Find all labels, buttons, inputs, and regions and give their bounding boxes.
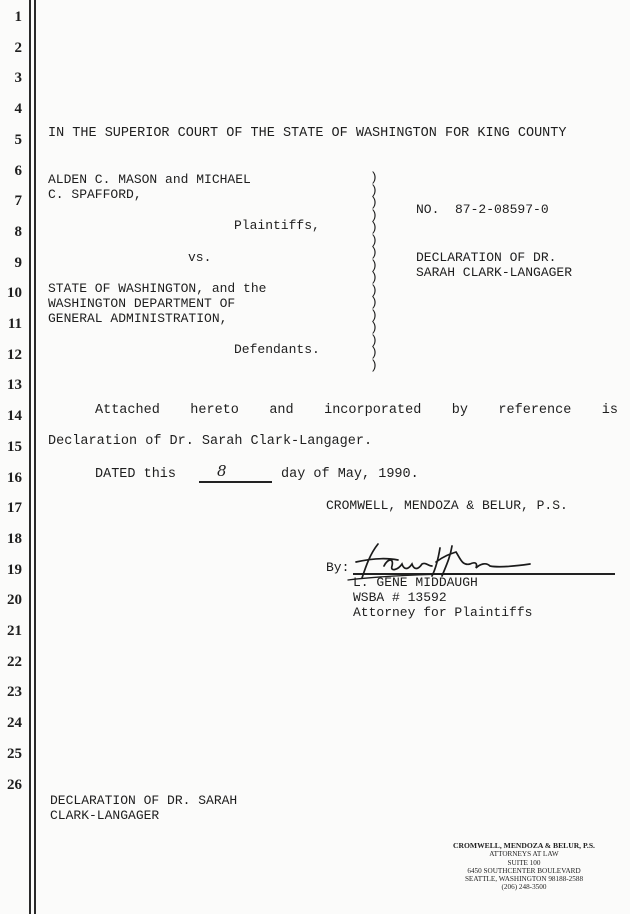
footer-firm-line-5: SEATTLE, WASHINGTON 98188-2588 [464,875,584,884]
line-number: 17 [7,500,22,517]
plaintiffs-line-2: C. SPAFFORD, [48,187,142,202]
line-number: 4 [14,101,22,118]
footer-firm-line-2: ATTORNEYS AT LAW [489,850,559,859]
court-title: IN THE SUPERIOR COURT OF THE STATE OF WASHINGTON FOR KING COUNTY [48,126,567,141]
defendants-line-2: WASHINGTON DEPARTMENT OF [48,296,236,311]
wsba-number: WSBA # 13592 [353,590,447,605]
left-margin-rule-outer [29,0,31,914]
body-paragraph-line-1 [95,403,618,418]
document-title-line-1: DECLARATION OF DR. [416,250,557,265]
defendants-line-1: STATE OF WASHINGTON, and the [48,281,267,296]
footer-document-title-line-2: CLARK-LANGAGER [50,808,160,823]
footer-firm-line-4: 6450 SOUTHCENTER BOULEVARD [467,866,581,875]
line-number: 24 [7,715,22,732]
dated-prefix: DATED this [95,467,177,482]
document-title-line-2: SARAH CLARK-LANGAGER [416,265,573,280]
line-number: 18 [7,530,22,547]
footer-document-title-line-1: DECLARATION OF DR. SARAH [50,793,238,808]
defendants-label: Defendants. [234,342,320,357]
line-number: 6 [14,162,22,179]
line-number: 22 [7,653,22,670]
line-number: 7 [14,193,22,210]
line-number: 20 [7,592,22,609]
attorney-role: Attorney for Plaintiffs [353,605,533,620]
caption-bracket: ) ) ) ) ) ) ) ) ) ) ) ) ) ) ) ) [370,170,378,373]
body-word: reference [498,403,572,418]
versus-label: vs. [188,250,212,265]
line-number: 8 [14,223,22,240]
line-number: 9 [14,254,22,271]
plaintiffs-line-1: ALDEN C. MASON and MICHAEL [48,172,251,187]
dated-day-blank [199,481,272,483]
line-number: 16 [7,469,22,486]
line-number: 13 [7,377,22,394]
line-number: 5 [14,131,22,148]
dated-day-value: 8 [217,462,227,480]
line-number: 11 [7,316,22,332]
line-number: 14 [7,408,22,425]
line-number: 12 [7,346,22,363]
line-number: 23 [7,684,22,701]
line-number: 2 [14,39,22,56]
line-number: 21 [7,623,22,639]
footer-firm-name: CROMWELL, MENDOZA & BELUR, P.S. [453,841,595,850]
body-word: and [269,403,294,418]
line-number: 1 [14,9,22,25]
defendants-line-3: GENERAL ADMINISTRATION, [48,311,228,326]
footer-firm-line-3: SUITE 100 [507,858,541,867]
plaintiffs-label: Plaintiffs, [234,218,320,233]
line-number: 10 [7,285,22,302]
footer-firm-line-6: (206) 248-3500 [501,883,547,892]
by-label: By: [326,560,350,575]
line-number: 3 [14,70,22,87]
line-number: 19 [7,561,22,578]
body-word: Attached [95,403,160,418]
line-number: 15 [7,438,22,455]
firm-name: CROMWELL, MENDOZA & BELUR, P.S. [326,498,568,513]
dated-suffix: day of May, 1990. [281,467,419,482]
body-word: is [601,403,618,418]
body-word: by [451,403,468,418]
body-word: hereto [190,403,239,418]
line-number: 25 [7,745,22,762]
left-margin-rule-inner [34,0,36,914]
body-paragraph-line-2: Declaration of Dr. Sarah Clark-Langager. [48,434,373,449]
line-number: 26 [7,776,22,793]
firm-letterhead-footer [424,842,624,892]
attorney-name: L. GENE MIDDAUGH [353,575,478,590]
body-word: incorporated [324,403,422,418]
case-number: NO. 87-2-08597-0 [416,202,549,217]
